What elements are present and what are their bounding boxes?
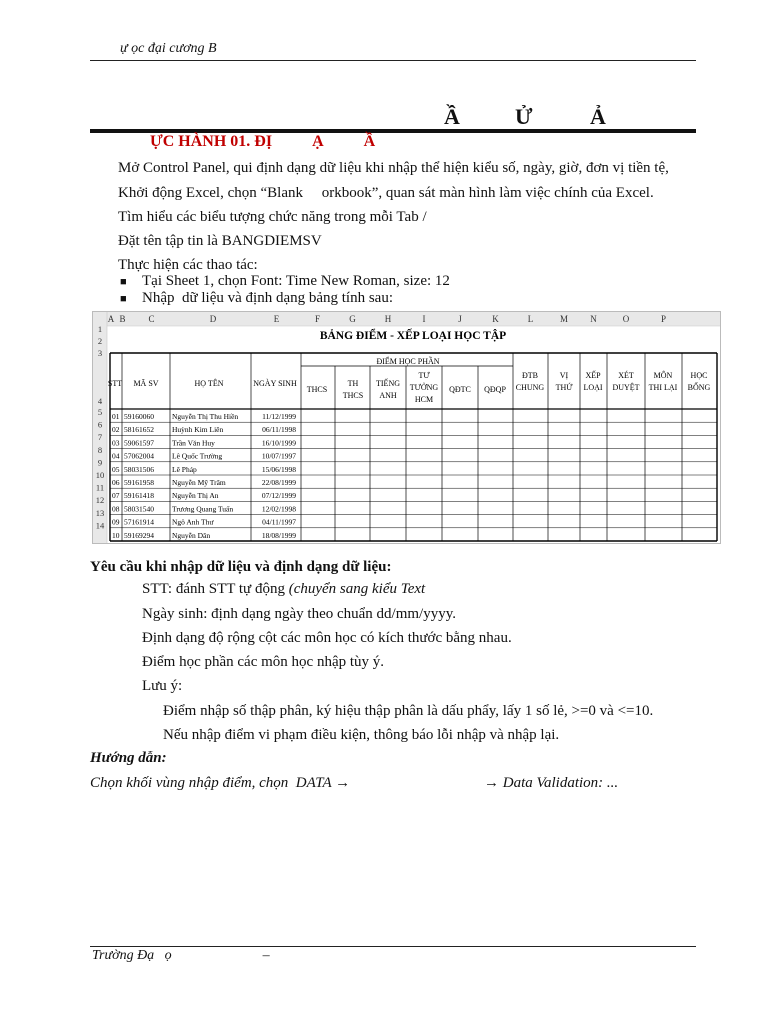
row-number-13[interactable]: 13 <box>95 507 105 518</box>
column-letter-A[interactable]: A <box>107 314 115 324</box>
row-number-11[interactable]: 11 <box>95 482 105 493</box>
req-note-2: Nếu nhập điểm vi phạm điều kiện, thông báo lỗi nhập và nhập lại. <box>163 727 560 743</box>
bullet-item-2 <box>120 290 394 307</box>
cell-r7-c1[interactable]: 07 <box>112 491 120 501</box>
hdr-thcs: THCS <box>306 385 328 394</box>
req-stt <box>142 581 425 598</box>
column-letter-N[interactable]: N <box>590 314 597 324</box>
cell-r3-c2[interactable]: 59061597 <box>124 438 154 448</box>
hdr-hoten: HỌ TÊN <box>194 379 224 388</box>
cell-r6-c4[interactable]: 22/08/1999 <box>261 478 296 487</box>
req-item-2: Định dạng độ rộng cột các môn học có kích thước bằng nhau. <box>142 630 512 646</box>
column-letter-C[interactable]: C <box>148 314 155 324</box>
row-number-3[interactable]: 3 <box>97 348 103 358</box>
column-letter-K[interactable]: K <box>492 314 499 324</box>
hdr-th-1: TH <box>347 379 359 388</box>
row-number-4[interactable]: 4 <box>97 396 103 406</box>
column-letter-E[interactable]: E <box>273 314 280 324</box>
hdr-xl-2: LOẠI <box>583 383 603 392</box>
hdr-qdtc: QĐTC <box>449 385 471 394</box>
sheet-title: BẢNG ĐIỂM - XẾP LOẠI HỌC TẬP <box>319 330 507 342</box>
cell-r6-c2[interactable]: 59161958 <box>124 478 154 487</box>
chapter-char-2: Ử <box>515 104 533 129</box>
hdr-xl-1: XẾP <box>585 371 601 380</box>
cell-r2-c2[interactable]: 58161652 <box>124 425 154 435</box>
cell-r8-c1[interactable]: 08 <box>112 504 120 514</box>
row-number-12[interactable]: 12 <box>95 495 105 506</box>
column-letter-O[interactable]: O <box>622 314 630 324</box>
cell-r10-c2[interactable]: 59169294 <box>124 530 154 540</box>
hdr-ngaysinh: NGÀY SINH <box>253 379 297 388</box>
hdr-th-2: THCS <box>342 391 364 400</box>
column-letter-F[interactable]: F <box>314 314 321 324</box>
req-item-1: Ngày sinh: định dạng ngày theo chuẩn dd/mm/yyyy. <box>142 606 456 622</box>
hdr-tt-2: TƯỞNG <box>409 383 439 392</box>
para-5: Thực hiện các thao tác: <box>118 257 258 273</box>
spreadsheet-screenshot <box>92 311 721 544</box>
hdr-mt-2: THI LẠI <box>648 383 678 392</box>
hdr-dtb-2: CHUNG <box>515 383 545 392</box>
column-letter-G[interactable]: G <box>349 314 356 324</box>
para-1: Mở Control Panel, qui định dạng dữ liệu khi nhập thể hiện kiểu số, ngày, giờ, đơn vị tiền tệ, <box>118 160 669 176</box>
cell-r8-c3[interactable]: Trương Quang Tuấn <box>172 504 234 514</box>
page-footer: Trường Đạ ọ – <box>92 948 270 963</box>
hdr-tt-3: HCM <box>414 395 434 404</box>
guide-step-2 <box>484 775 618 792</box>
cell-r3-c4[interactable]: 16/10/1999 <box>261 438 296 448</box>
bullet-text-1: Tại Sheet 1, chọn Font: Time New Roman, size: 12 <box>142 273 450 289</box>
para-4: Đặt tên tập tin là BANGDIEMSV <box>118 233 322 249</box>
cell-r5-c2[interactable]: 58031506 <box>124 464 154 474</box>
row-number-2[interactable]: 2 <box>97 336 103 346</box>
cell-r8-c4[interactable]: 12/02/1998 <box>261 504 296 514</box>
cell-r5-c3[interactable]: Lê Pháp <box>172 464 197 474</box>
row-number-10[interactable]: 10 <box>95 470 105 480</box>
cell-r4-c3[interactable]: Lê Quốc Trường <box>172 451 223 461</box>
hdr-ta-1: TIẾNG <box>376 379 400 388</box>
column-letter-M[interactable]: M <box>559 314 569 324</box>
header-rule <box>90 60 696 61</box>
hdr-xd-2: DUYỆT <box>612 383 640 392</box>
row-number-8[interactable]: 8 <box>97 444 103 455</box>
column-letter-P[interactable]: P <box>660 314 667 324</box>
row-number-6[interactable]: 6 <box>97 419 103 430</box>
hdr-qdqp: QĐQP <box>484 385 506 394</box>
bullet-text-2: Nhập dữ liệu và định dạng bảng tính sau: <box>142 290 394 306</box>
para-3: Tìm hiểu các biểu tượng chức năng trong mỗi Tab / <box>118 209 427 225</box>
bullet-icon: ■ <box>120 276 127 288</box>
column-letter-B[interactable]: B <box>119 314 126 324</box>
page-header: ự ọc đại cương B <box>120 41 217 56</box>
guide-step-1-text: Chọn khối vùng nhập điểm, chọn DATA <box>90 775 336 791</box>
footer-rule <box>90 946 696 947</box>
row-number-7[interactable]: 7 <box>97 432 103 443</box>
cell-r1-c2[interactable]: 59160060 <box>124 412 154 421</box>
hdr-ta-2: ANH <box>379 391 397 400</box>
column-letter-D[interactable]: D <box>209 314 217 324</box>
row-number-14[interactable]: 14 <box>95 520 105 531</box>
hdr-hb-2: BỔNG <box>687 383 711 392</box>
bullet-icon: ■ <box>120 293 127 305</box>
cell-r5-c4[interactable]: 15/06/1998 <box>261 464 296 474</box>
guide-step-2-text: Data Validation: ... <box>499 775 619 791</box>
hdr-masv: MÃ SV <box>133 379 159 388</box>
cell-r4-c4[interactable]: 10/07/1997 <box>261 451 296 461</box>
cell-r1-c4[interactable]: 11/12/1999 <box>262 412 296 421</box>
cell-r9-c2[interactable]: 57161914 <box>124 517 154 527</box>
cell-r9-c1[interactable]: 09 <box>112 517 120 527</box>
req-item-4: Lưu ý: <box>142 678 183 694</box>
cell-r6-c1[interactable]: 06 <box>112 478 120 487</box>
hdr-vt-1: VỊ <box>559 371 569 380</box>
cell-r6-c3[interactable]: Nguyễn Mỹ Trâm <box>172 478 226 487</box>
hdr-dtb-1: ĐTB <box>522 371 538 380</box>
column-letter-I[interactable]: I <box>422 314 426 324</box>
cell-r9-c3[interactable]: Ngô Anh Thư <box>172 517 214 527</box>
section-title: ỰC HÀNH 01. ĐỊ Ạ Ầ <box>150 133 376 150</box>
cell-r10-c1[interactable]: 10 <box>112 530 120 540</box>
cell-r3-c1[interactable]: 03 <box>112 438 120 448</box>
requirements-title: Yêu cầu khi nhập dữ liệu và định dạng dữ liệu: <box>90 559 392 575</box>
hdr-vt-2: THỨ <box>555 383 573 392</box>
column-letter-H[interactable]: H <box>384 314 392 324</box>
column-letter-L[interactable]: L <box>527 314 534 324</box>
cell-r1-c3[interactable]: Nguyễn Thị Thu Hiền <box>172 412 239 421</box>
para-2: Khởi động Excel, chọn “Blank orkbook”, quan sát màn hình làm việc chính của Excel. <box>118 185 654 201</box>
req-item-3: Điểm học phần các môn học nhập tùy ý. <box>142 654 385 670</box>
cell-r9-c4[interactable]: 04/11/1997 <box>262 517 296 527</box>
row-number-1[interactable]: 1 <box>97 324 103 334</box>
column-letter-J[interactable]: J <box>458 314 462 324</box>
chapter-char-3: Ả <box>590 104 606 129</box>
cell-r4-c1[interactable]: 04 <box>112 451 120 461</box>
spreadsheet-svg <box>93 312 720 543</box>
cell-r7-c3[interactable]: Nguyễn Thị An <box>172 491 219 501</box>
bullet-item-1 <box>120 273 450 290</box>
chapter-char-1: Ầ <box>444 104 460 129</box>
hdr-hb-1: HỌC <box>690 371 708 380</box>
req-note-1: Điểm nhập số thập phân, ký hiệu thập phân là dấu phẩy, lấy 1 số lẻ, >=0 và <=10. <box>163 703 654 719</box>
cell-r5-c1[interactable]: 05 <box>112 464 120 474</box>
cell-r7-c2[interactable]: 59161418 <box>124 491 154 501</box>
cell-r10-c4[interactable]: 18/08/1999 <box>261 530 296 540</box>
req-stt-note: (chuyển sang kiểu Text <box>288 581 426 597</box>
cell-r8-c2[interactable]: 58031540 <box>124 504 154 514</box>
cell-r2-c1[interactable]: 02 <box>112 425 120 435</box>
cell-r3-c3[interactable]: Trần Văn Huy <box>172 438 215 448</box>
hdr-stt: STT <box>107 379 123 388</box>
row-number-5[interactable]: 5 <box>97 407 103 417</box>
arrow-icon: → <box>335 775 351 791</box>
arrow-icon: → <box>484 775 499 791</box>
cell-r4-c2[interactable]: 57062004 <box>124 451 154 461</box>
hdr-xd-1: XÉT <box>618 371 634 380</box>
req-stt-text: STT: đánh STT tự động <box>142 581 289 597</box>
cell-r10-c3[interactable]: Nguyễn Dân <box>172 530 211 540</box>
hdr-mt-1: MÔN <box>653 371 673 380</box>
cell-r1-c1[interactable]: 01 <box>112 412 120 421</box>
cell-r2-c4[interactable]: 06/11/1998 <box>262 425 296 435</box>
hdr-tt-1: TƯ <box>418 371 430 380</box>
guide-title: Hướng dẫn: <box>90 750 167 766</box>
guide-step-1 <box>90 775 350 792</box>
row-number-9[interactable]: 9 <box>97 457 103 468</box>
cell-r2-c3[interactable]: Huỳnh Kim Liên <box>172 425 224 435</box>
group-header: ĐIỂM HỌC PHẦN <box>376 357 440 366</box>
cell-r7-c4[interactable]: 07/12/1999 <box>261 491 296 501</box>
